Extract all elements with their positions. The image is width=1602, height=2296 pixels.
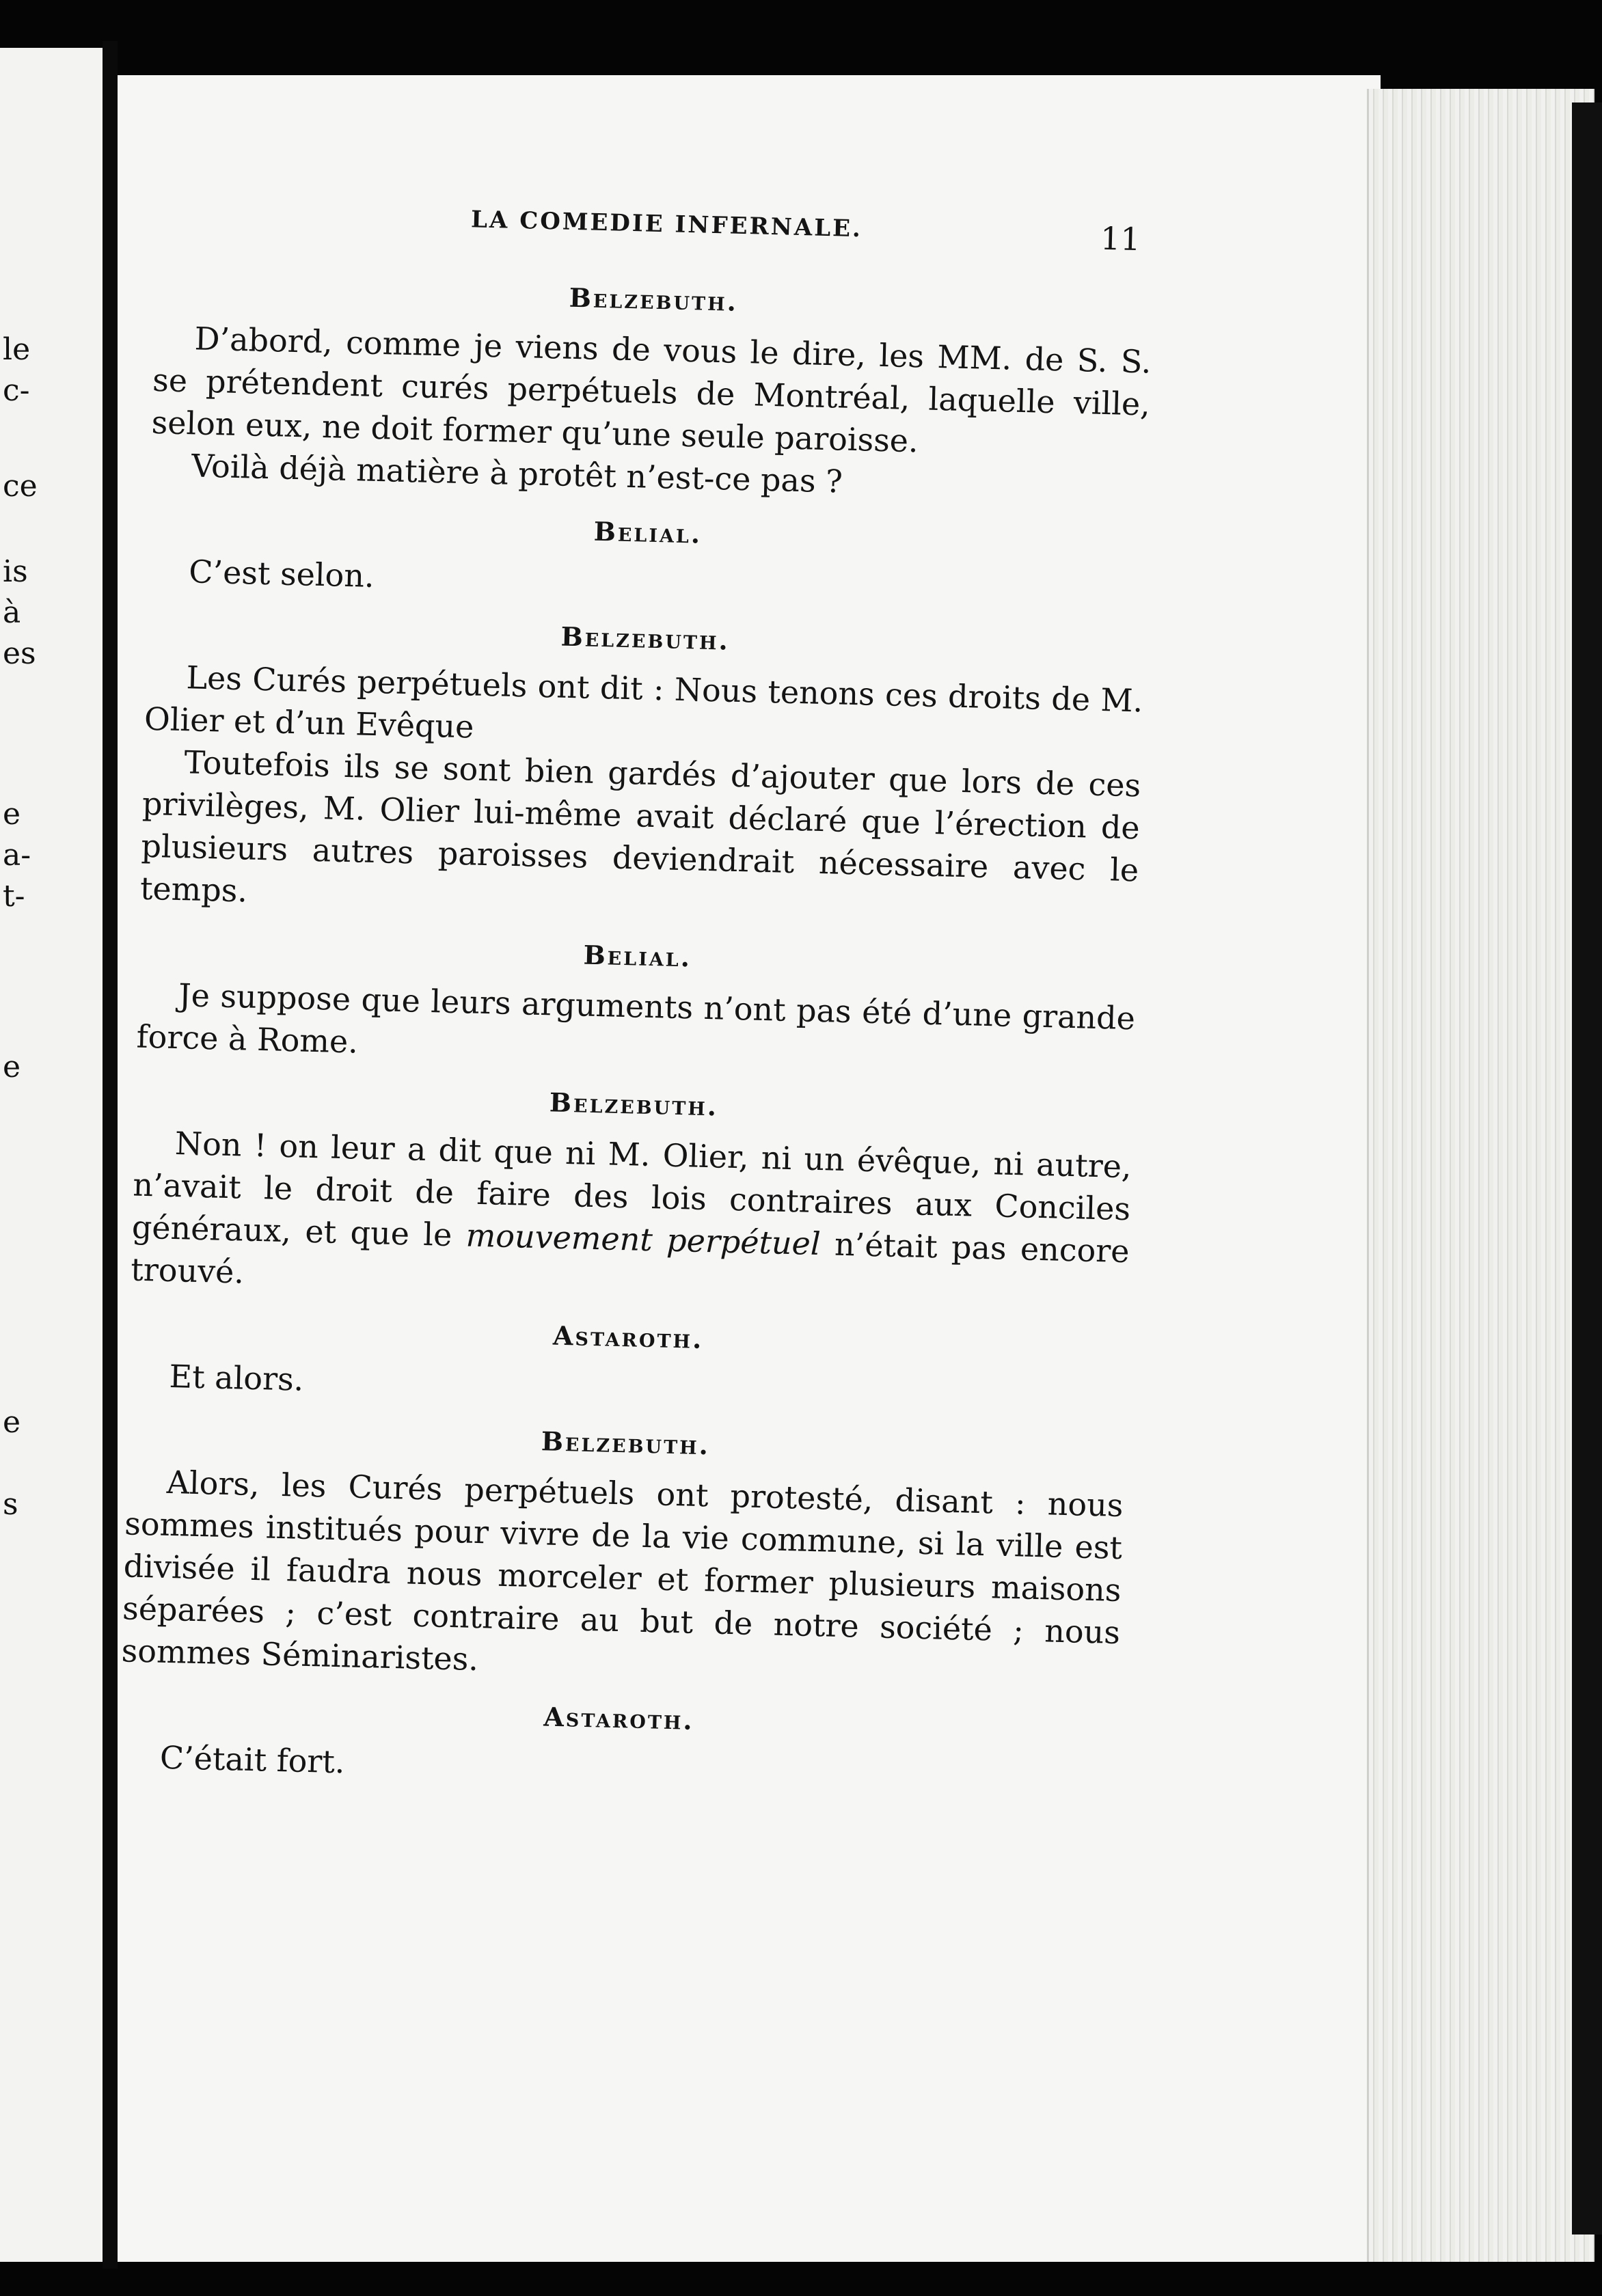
left-page-text-fragment: ce <box>3 469 38 504</box>
paragraph-text: n’était pas encore trouvé. <box>130 1225 1130 1291</box>
speaker-name: Belzebuth. <box>569 282 739 317</box>
speaker-name: Astaroth. <box>552 1320 704 1355</box>
left-page-text-fragment: à <box>3 595 21 630</box>
speaker-name: Astaroth. <box>543 1701 695 1736</box>
left-page-text-fragment: e <box>3 1405 21 1440</box>
dialogue <box>118 272 1152 1802</box>
speaker-name: Belzebuth. <box>549 1086 719 1122</box>
speaker-name: Belial. <box>583 939 692 973</box>
dialogue-paragraph <box>121 1460 1124 1696</box>
page-edges <box>1367 89 1594 2262</box>
paragraph-text: C’était fort. <box>159 1738 346 1781</box>
page-number: 11 <box>1100 219 1141 258</box>
paragraph-text: Voilà déjà matière à protêt n’est-ce pas ? <box>191 447 843 500</box>
speaker-name: Belzebuth. <box>560 620 731 656</box>
dialogue-paragraph <box>131 1121 1132 1315</box>
paragraph-text: Et alors. <box>168 1357 304 1398</box>
left-page-text-fragment: s <box>3 1487 18 1522</box>
dialogue-paragraph <box>151 316 1152 468</box>
page-edge-shadow <box>1572 102 1602 2234</box>
page-text-block <box>118 191 1154 1802</box>
paragraph-text: Non ! on leur a dit que ni M. Olier, ni un évêque, ni autre, n’avait le droit de faire des lois contraires aux Conciles généraux, et que le <box>131 1125 1132 1254</box>
paragraph-text: Toutefois ils se sont bien gardés d’ajouter que lors de ces privilèges, M. Olier lui-même avait déclaré que l’érection de plusieurs autres paroisses deviendrait nécessaire avec le temps. <box>139 743 1141 910</box>
paragraph-text: Alors, les Curés perpétuels ont protesté, disant : nous sommes institués pour vivre de la vie commune, si la ville est divisée il faudra nous morceler et former plusieurs maisons séparées ; c’est contraire au but de notre société ; nous sommes Séminaristes. <box>121 1463 1124 1678</box>
speaker-name: Belzebuth. <box>541 1425 711 1461</box>
left-page-fragment <box>0 48 103 2262</box>
paragraph-text: D’abord, comme je viens de vous le dire, les MM. de S. S. se prétendent curés perpétuels de Montréal, laquelle ville, selon eux, ne doit former qu’une seule paroisse. <box>151 320 1152 460</box>
dialogue-paragraph <box>139 740 1141 934</box>
paragraph-text: C’est selon. <box>188 553 375 594</box>
book-gutter <box>103 41 118 2269</box>
left-page-text-fragment: is <box>3 554 28 589</box>
running-title: LA COMEDIE INFERNALE. <box>470 206 863 243</box>
left-page-text-fragment: e <box>3 1050 21 1084</box>
left-page-text-fragment: t- <box>3 879 25 914</box>
dialogue-paragraph <box>128 1354 1126 1421</box>
dialogue-paragraph <box>148 549 1146 616</box>
left-page-text-fragment: le <box>3 332 31 367</box>
speaker-name: Belial. <box>593 515 703 549</box>
dialogue-paragraph <box>136 973 1136 1082</box>
left-page-text-fragment: es <box>3 636 36 671</box>
left-page-text-fragment: c- <box>3 373 30 408</box>
italic-phrase: mouvement perpétuel <box>465 1216 822 1263</box>
paragraph-text: Je suppose que leurs arguments n’ont pas été d’une grande force à Rome. <box>136 976 1136 1061</box>
left-page-text-fragment: a- <box>3 838 31 873</box>
paragraph-text: Les Curés perpétuels ont dit : Nous tenons ces droits de M. Olier et d’un Evêque <box>144 659 1143 746</box>
left-page-text-fragment: e <box>3 797 21 832</box>
